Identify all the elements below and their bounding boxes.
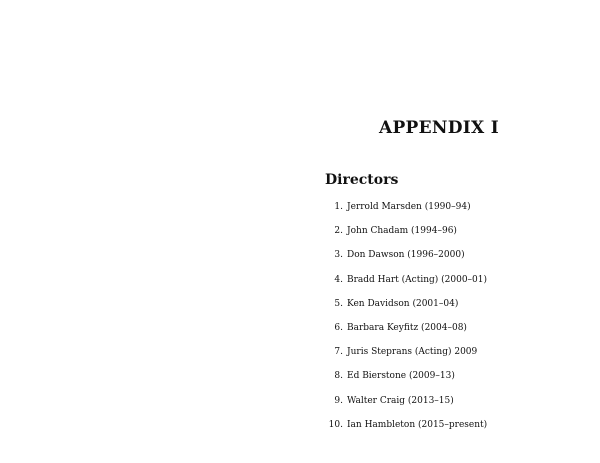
list-item-text: Ian Hambleton (2015–present)	[347, 419, 488, 430]
list-item	[325, 200, 487, 224]
list-item	[325, 345, 487, 369]
list-item-number: 6.	[334, 322, 343, 333]
list-item-number: 9.	[334, 395, 343, 406]
list-item	[325, 248, 487, 272]
list-item-number: 10.	[328, 419, 343, 430]
list-item-text: Bradd Hart (Acting) (2000–01)	[347, 274, 488, 285]
list-item-text: Ken Davidson (2001–04)	[347, 298, 459, 309]
list-item-text: Juris Steprans (Acting) 2009	[347, 347, 478, 358]
list-item	[325, 418, 487, 442]
list-item	[325, 321, 487, 345]
list-item-number: 1.	[334, 202, 343, 212]
list-item	[325, 273, 487, 297]
appendix-title: APPENDIX I	[378, 118, 499, 138]
list-item-number: 7.	[334, 347, 343, 358]
list-item-number: 4.	[334, 274, 343, 285]
list-item-text: Ed Bierstone (2009–13)	[347, 371, 455, 382]
list-item	[325, 224, 487, 248]
list-item-number: 2.	[334, 226, 343, 237]
list-item-text: John Chadam (1994–96)	[347, 226, 457, 237]
list-item-text: Barbara Keyfitz (2004–08)	[347, 322, 467, 333]
list-item-number: 3.	[334, 250, 343, 261]
list-item-text: Walter Craig (2013–15)	[347, 395, 454, 406]
section-title: Directors	[325, 172, 399, 188]
list-item-text: Jerrold Marsden (1990–94)	[347, 202, 471, 212]
list-item-number: 5.	[334, 298, 343, 309]
list-item-number: 8.	[334, 371, 343, 382]
list-item	[325, 369, 487, 393]
list-item	[325, 297, 487, 321]
list-item-text: Don Dawson (1996–2000)	[347, 250, 465, 261]
list-item	[325, 394, 487, 418]
directors-list	[325, 200, 487, 442]
